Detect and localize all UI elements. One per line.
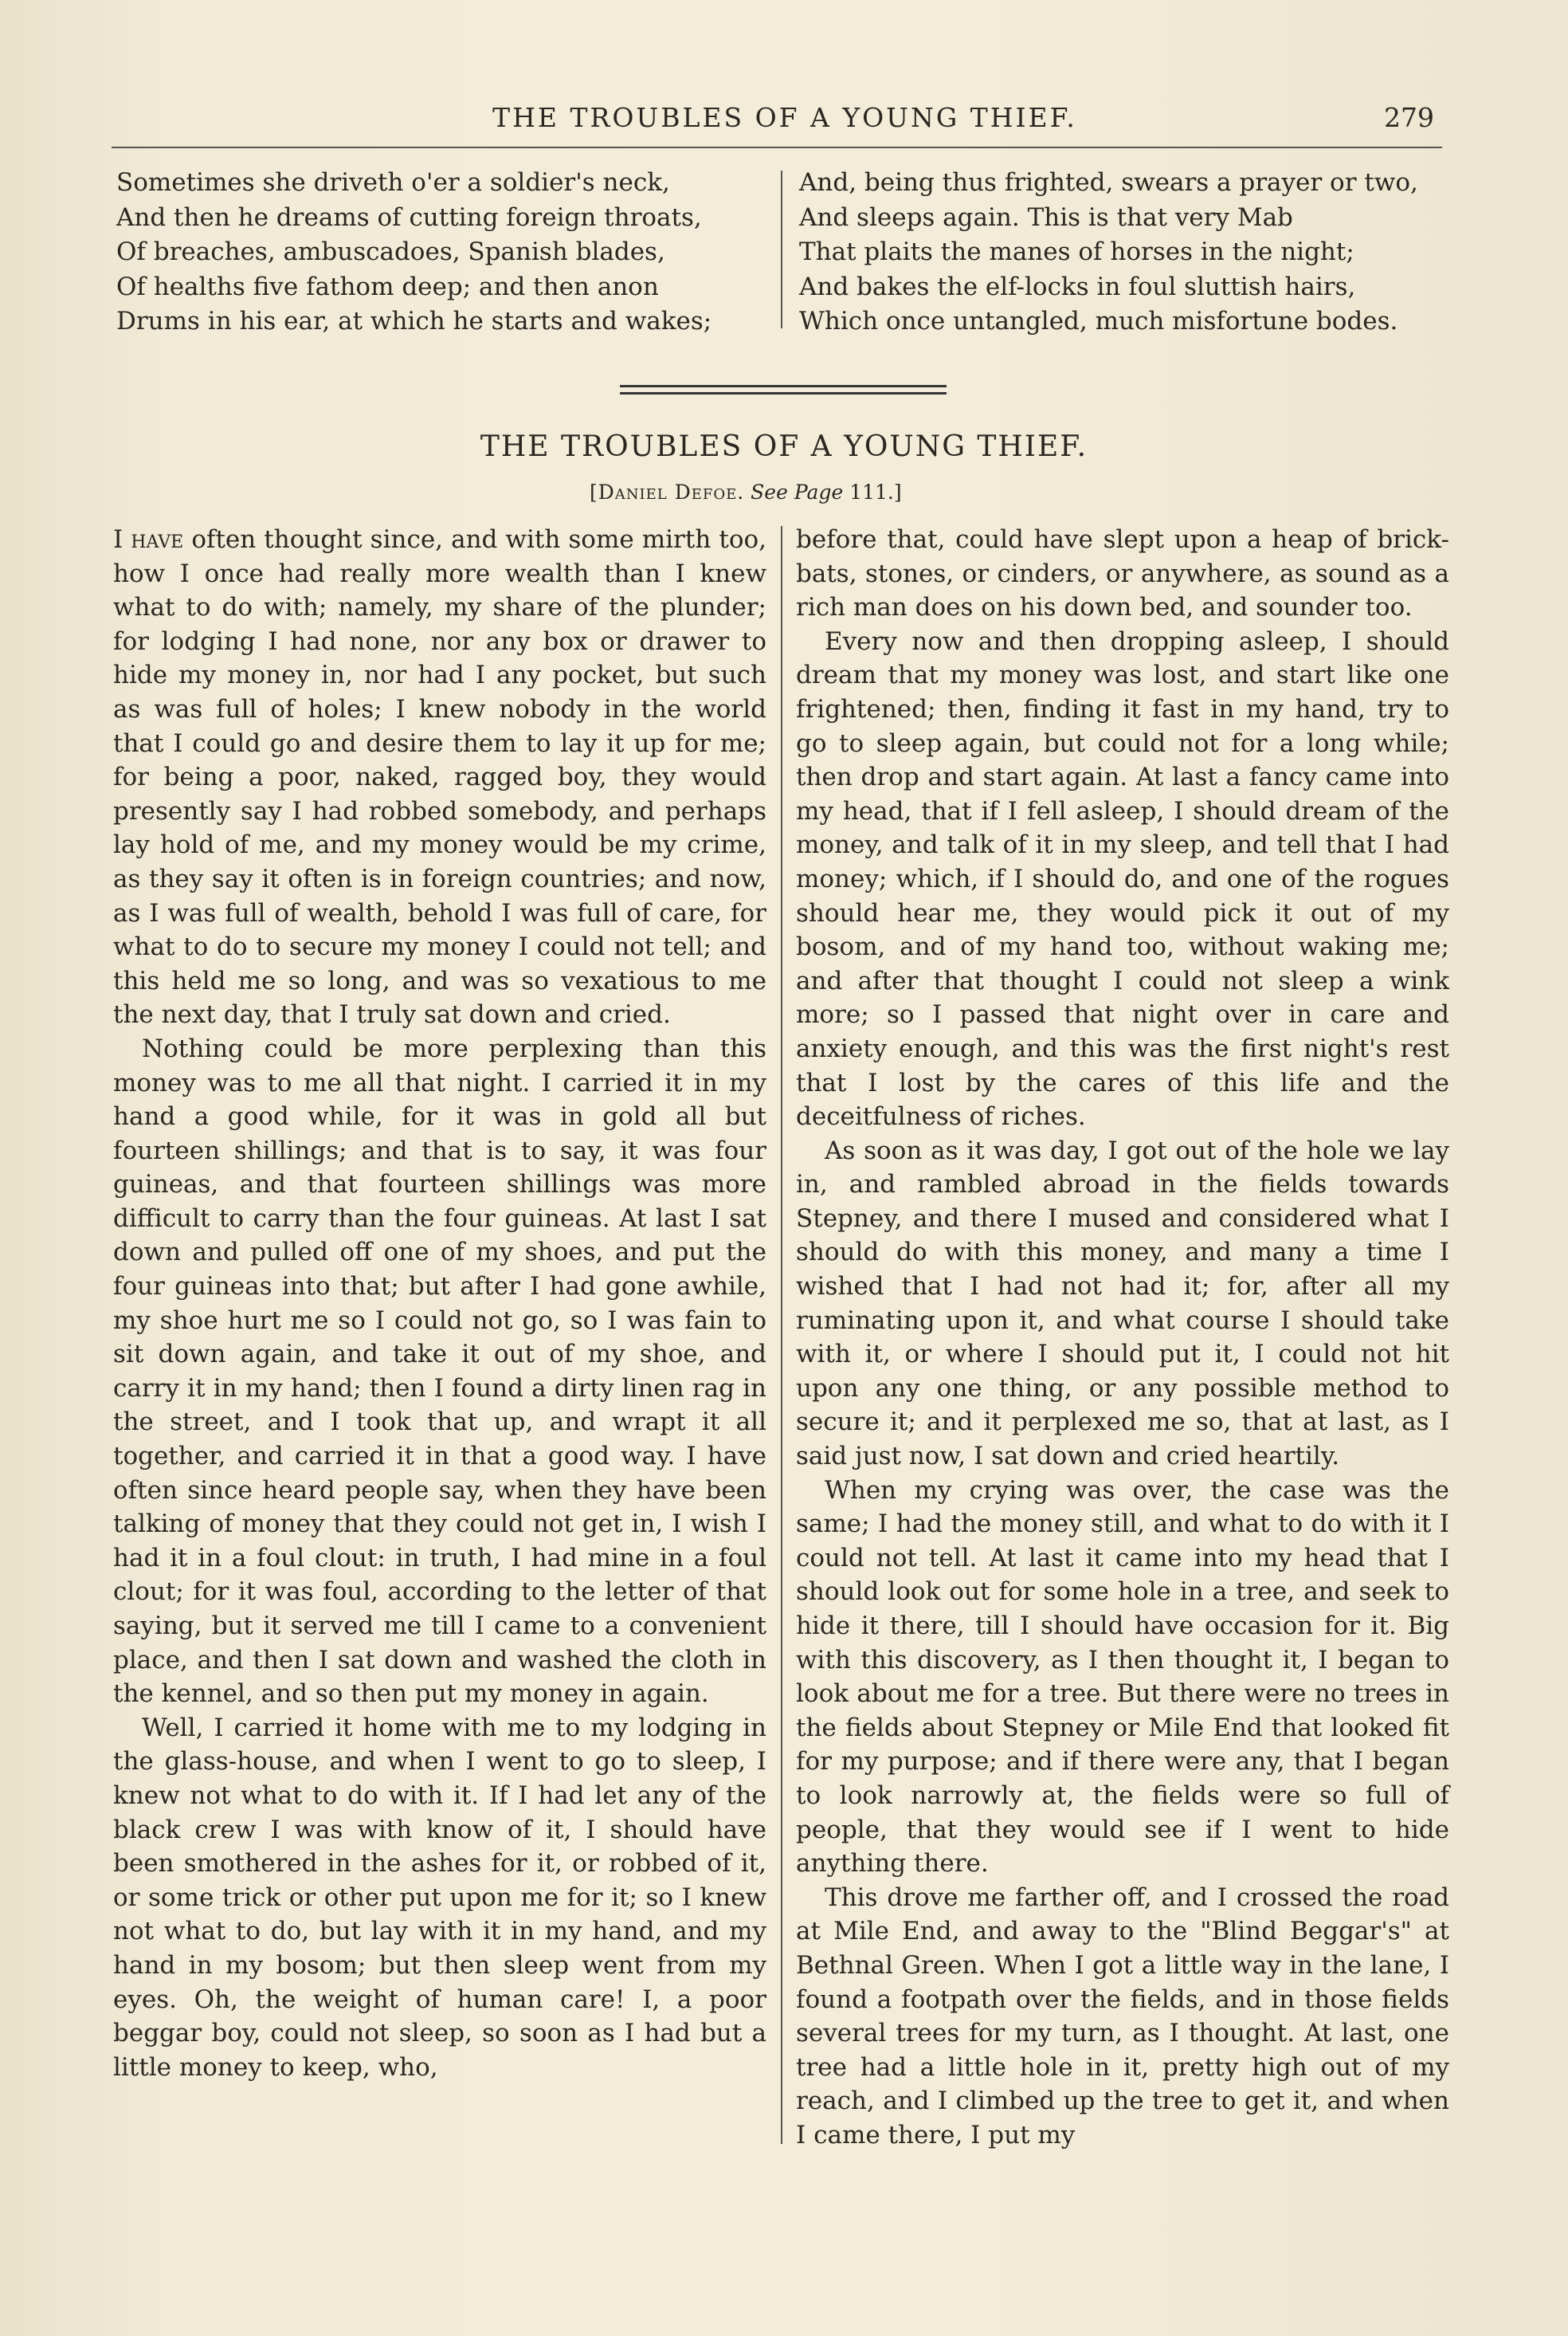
citation-page: 111.] <box>849 481 902 504</box>
paragraph <box>113 523 766 1032</box>
section-divider-bottom <box>620 392 947 395</box>
article-left-column <box>113 523 766 2084</box>
paragraph-opening: I have <box>113 525 184 554</box>
poem-left-column <box>116 166 770 340</box>
paragraph: before that, could have slept upon a heap of brick-bats, stones, or cinders, or anywhere, as sound as a rich man does on his down bed, and sounder too. <box>796 525 1449 622</box>
poem-column-rule <box>781 171 782 328</box>
poem-line: And, being thus frighted, swears a prayer or two, <box>799 168 1418 197</box>
poem-line: And bakes the elf-locks in foul sluttish hairs, <box>799 272 1356 301</box>
paragraph: Well, I carried it home with me to my lodging in the glass-house, and when I went to go to sleep, I knew not what to do with it. If I had let any of the black crew I was with know of it, I should have been smothered in the ashes for it, or robbed of it, or some trick or other put upon me for it; so I knew not what to do, but lay with it in my hand, and my hand in my bosom; but then sleep went from my eyes. Oh, the weight of human care! I, a poor beggar boy, could not sleep, so soon as I had but a little money to keep, who, <box>113 1713 766 2082</box>
paragraph: As soon as it was day, I got out of the hole we lay in, and rambled abroad in the fields towards Stepney, and there I mused and considered what I should do with this money, and many a time I wished that I had not had it; for, after all my ruminating upon it, and what course I should take with it, or where I should put it, I could not hit upon any one thing, or any possible method to secure it; and it perplexed me so, that at last, as I said just now, I sat down and cried heartily. <box>796 1136 1449 1471</box>
paragraph: When my crying was over, the case was the same; I had the money still, and what to do with it I could not tell. At last it came into my head that I should look out for some hole in a tree, and seek to hide it there, till I should have occasion for it. Big with this discovery, as I then thought it, I began to look about me for a tree. But there were no trees in the fields about Stepney or Mile End that looked fit for my purpose; and if there were any, that I began to look narrowly at, the fields were so full of people, that they would see if I went to hide anything there. <box>796 1475 1449 1879</box>
article-column-rule <box>781 526 782 2144</box>
running-title: THE TROUBLES OF A YOUNG THIEF. <box>492 102 1077 133</box>
poem-line: Of healths five fathom deep; and then anon <box>116 272 659 301</box>
citation-see: See Page <box>751 481 844 504</box>
page-number: 279 <box>1384 102 1434 133</box>
article-citation <box>590 481 902 504</box>
citation-author: [Daniel Defoe. <box>590 481 745 504</box>
paragraph: Nothing could be more perplexing than this money was to me all that night. I carried it in my hand a good while, for it was in gold all but fourteen shillings; and that is to say, it was four guineas, and that fourteen shillings was more difficult to carry than the four guineas. At last I sat down and pulled off one of my shoes, and put the four guineas into that; but after I had gone awhile, my shoe hurt me so I could not go, so I was fain to sit down again, and take it out of my shoe, and carry it in my hand; then I found a dirty linen rag in the street, and I took that up, and wrapt it all together, and carried it in that a good way. I have often since heard people say, when they have been talking of money that they could not get in, I wish I had it in a foul clout: in truth, I had mine in a foul clout; for it was foul, according to the letter of that saying, but it served me till I came to a convenient place, and then I sat down and washed the cloth in the kennel, and so then put my money in again. <box>113 1034 766 1709</box>
poem-line: Which once untangled, much misfortune bodes. <box>799 307 1398 336</box>
paragraph-text: often thought since, and with some mirth too, how I once had really more wealth than I knew what to do with; namely, my share of the plunder; for lodging I had none, nor any box or drawer to hide my money in, nor had I any pocket, but such as was full of holes; I knew nobody in the world that I could go and desire them to lay it up for me; for being a poor, naked, ragged boy, they would presently say I had robbed somebody, and perhaps lay hold of me, and my money would be my crime, as they say it often is in foreign countries; and now, as I was full of wealth, behold I was full of care, for what to do to secure my money I could not tell; and this held me so long, and was so vexatious to me the next day, that I truly sat down and cried. <box>113 525 767 1030</box>
header-rule <box>112 147 1442 148</box>
section-divider-top <box>620 385 947 387</box>
poem-line: Drums in his ear, at which he starts and wakes; <box>116 307 712 336</box>
poem-line: Of breaches, ambuscadoes, Spanish blades, <box>116 238 665 266</box>
poem-line: And sleeps again. This is that very Mab <box>799 202 1293 232</box>
article-right-column <box>796 523 1449 2153</box>
poem-line: That plaits the manes of horses in the night; <box>799 238 1354 266</box>
running-head <box>112 102 1458 143</box>
poem-line: And then he dreams of cutting foreign throats, <box>116 202 702 232</box>
paragraph: This drove me farther off, and I crossed the road at Mile End, and away to the "Blind Beggar's" at Bethnal Green. When I got a little way in the lane, I found a footpath over the fields, and in those fields several trees for my turn, as I thought. At last, one tree had a little hole in it, pretty high out of my reach, and I climbed up the tree to get it, and when I came there, I put my <box>796 1883 1449 2150</box>
poem-line: Sometimes she driveth o'er a soldier's neck, <box>116 168 670 197</box>
poem-right-column <box>799 166 1452 340</box>
paragraph: Every now and then dropping asleep, I should dream that my money was lost, and start like one frightened; then, finding it fast in my hand, try to go to sleep again, but could not for a long while; then drop and start again. At last a fancy came into my head, that if I fell asleep, I should dream of the money, and talk of it in my sleep, and tell that I had money; which, if I should do, and one of the rogues should hear me, they would pick it out of my bosom, and of my hand too, without waking me; and after that thought I could not sleep a wink more; so I passed that night over in care and anxiety enough, and this was the first night's rest that I lost by the cares of this life and the deceitfulness of riches. <box>796 626 1449 1132</box>
article-title: THE TROUBLES OF A YOUNG THIEF. <box>480 430 1088 463</box>
